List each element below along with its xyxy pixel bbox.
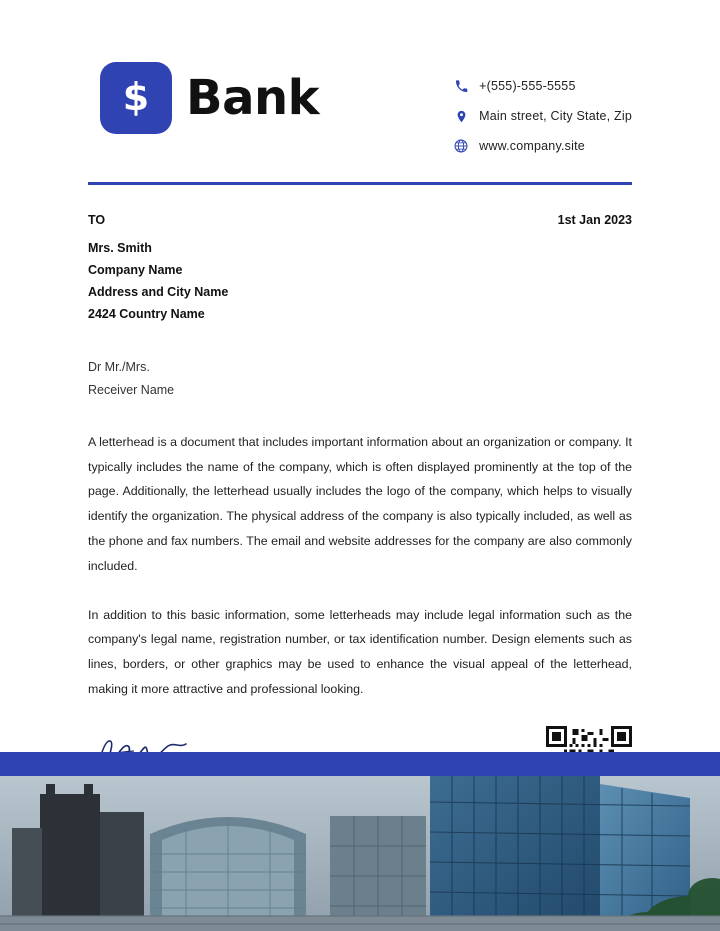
to-label: TO [88,212,106,227]
footer-accent-bar [0,752,720,776]
salutation-line: Dr Mr./Mrs. [88,359,150,374]
salutation-block [88,356,632,402]
recipient-line: Mrs. Smith [88,240,152,255]
brand-name: Bank [186,70,320,126]
letter-paragraphs [88,430,632,702]
recipient-line: Company Name [88,262,183,277]
contact-phone[interactable] [453,78,632,94]
recipient-block [88,237,632,326]
header-divider [88,182,632,185]
page-header [0,0,720,154]
contact-list [453,62,632,154]
letter-paragraph: A letterhead is a document that includes important information about an organization or company. It typically includes the name of the company, which is often displayed prominently at the top of the page. Additionally, the letterhead usually includes the logo of the company, which helps to visually identify the organization. The physical address of the company is also typically included, as well as the phone and fax numbers. The email and website addresses for the company are also commonly included. [88,434,632,573]
phone-icon [453,78,469,94]
dollar-sign-icon [100,62,172,134]
recipient-line: 2424 Country Name [88,307,205,322]
letter-date: 1st Jan 2023 [557,212,632,227]
letter-body [0,213,720,812]
letter-meta [88,213,632,227]
salutation-line: Receiver Name [88,382,175,397]
svg-text:$: $ [122,75,150,119]
globe-icon [453,138,469,154]
contact-address[interactable] [453,108,632,124]
city-skyline-photo [0,776,720,931]
location-pin-icon [453,108,469,124]
contact-website[interactable] [453,138,632,154]
brand-block [100,62,319,134]
contact-phone-text: +(555)-555-5555 [479,79,576,93]
contact-address-text: Main street, City State, Zip [479,109,632,123]
recipient-line: Address and City Name [88,285,229,299]
letter-paragraph: In addition to this basic information, some letterheads may include legal information such as the company's legal name, registration number, or tax identification number. Design elements such as lines, borders, or other graphics may be used to enhance the visual appeal of the letterhead, making it more attractive and professional looking. [88,607,632,697]
contact-website-text: www.company.site [479,139,585,153]
